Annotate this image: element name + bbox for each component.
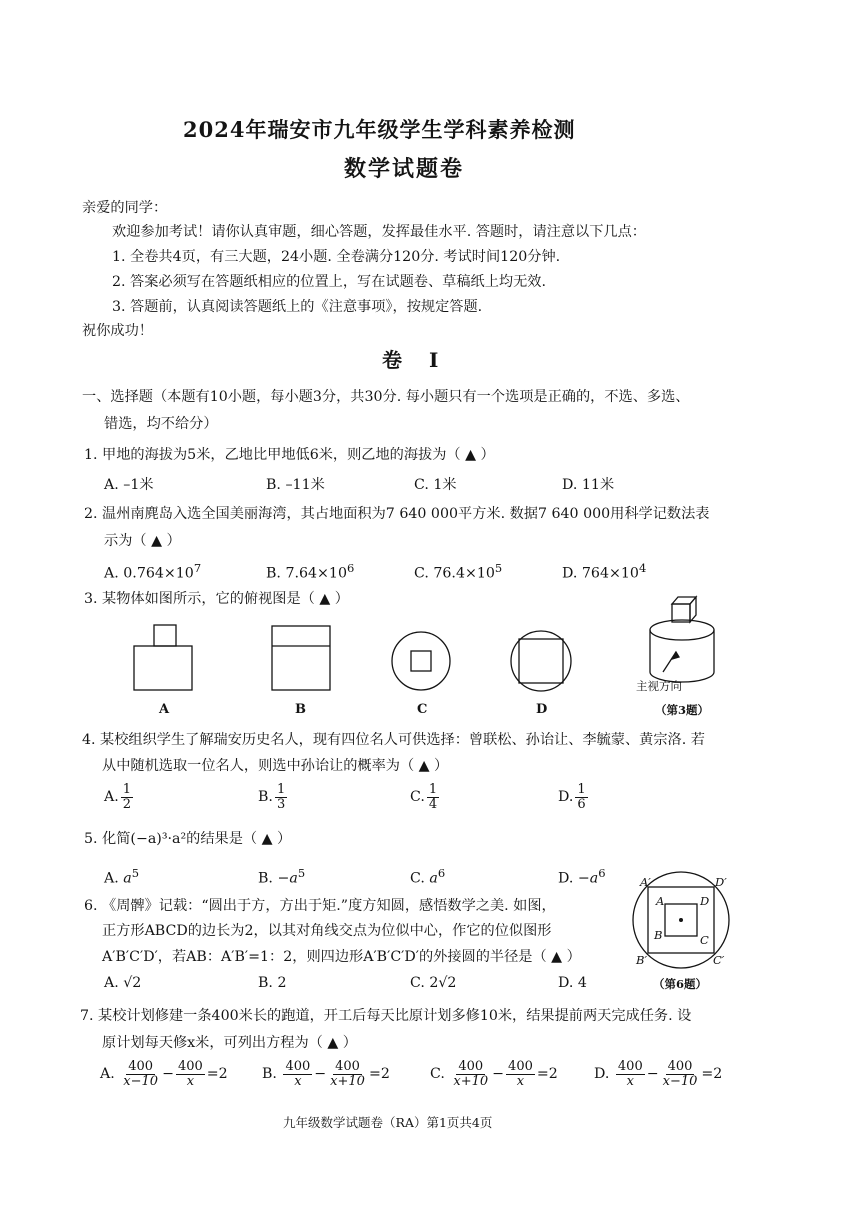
- page-footer: 九年级数学试题卷（RA）第1页共4页: [283, 1115, 493, 1130]
- q3-label-a: A: [159, 702, 170, 717]
- q3-direction-label: 主视方向: [636, 679, 682, 693]
- q4-option-d: D. $\frac{1}{6}$: [558, 782, 586, 812]
- q7-option-c: C. $\frac{400}{x+10}$ − $\frac{400}{x}$ =2: [430, 1059, 558, 1089]
- question-7-line-2: 原计划每天修x米，可列出方程为（ ▲ ）: [102, 1035, 357, 1051]
- question-6-line-1: 6. 《周髀》记载：“圆出于方，方出于矩.”度方知圆，感悟数学之美. 如图，: [84, 898, 556, 914]
- q1-option-d: D. 11米: [562, 477, 615, 493]
- q7-option-d: D. $\frac{400}{x}$ − $\frac{400}{x-10}$ =2: [594, 1059, 723, 1089]
- q6-point-d: D: [700, 894, 710, 908]
- q2-option-c: C. $76.4\times 10^5$: [414, 561, 503, 582]
- q6-point-d-prime: D′: [715, 875, 727, 889]
- q4-option-c: C. $\frac{1}{4}$: [410, 782, 438, 812]
- q3-label-d: D: [536, 702, 548, 717]
- question-2-line-1: 2. 温州南麂岛入选全国美丽海湾，其占地面积为7 640 000平方米. 数据7 640 000用科学记数法表: [84, 506, 710, 522]
- section-line-1: 一、选择题（本题有10小题，每小题3分，共30分. 每小题只有一个选项是正确的，不选、多选、: [82, 389, 690, 405]
- note-3: 3. 答题前，认真阅读答题纸上的《注意事项》，按规定答题.: [112, 299, 483, 315]
- q3-caption: （第3题）: [655, 703, 710, 717]
- page-title: 2024年瑞安市九年级学生学科素养检测: [183, 117, 576, 142]
- q6-option-a: A. √2: [104, 975, 142, 991]
- closing: 祝你成功！: [82, 323, 153, 339]
- question-6-line-2: 正方形ABCD的边长为2，以其对角线交点为位似中心，作它的位似图形: [102, 923, 552, 939]
- q7-option-b: B. $\frac{400}{x}$ − $\frac{400}{x+10}$ =2: [262, 1059, 390, 1089]
- q3-label-c: C: [417, 702, 428, 717]
- q6-point-a-prime: A′: [640, 875, 651, 889]
- q6-center-point: [679, 918, 683, 922]
- q6-point-c: C: [700, 933, 709, 947]
- question-4-line-1: 4. 某校组织学生了解瑞安历史名人，现有四位名人可供选择：曾联松、孙诒让、李毓蒙、黄宗洛. 若: [82, 732, 705, 748]
- q6-option-d: D. 4: [558, 975, 587, 991]
- q6-point-a: A: [656, 894, 665, 908]
- welcome-text: 欢迎参加考试！请你认真审题，细心答题，发挥最佳水平. 答题时，请注意以下几点：: [112, 224, 646, 240]
- note-2: 2. 答案必须写在答题纸相应的位置上，写在试题卷、草稿纸上均无效.: [112, 274, 546, 290]
- volume-heading: 卷 Ⅰ: [382, 348, 449, 372]
- q7-option-a: A. $\frac{400}{x-10}$ − $\frac{400}{x}$ =2: [100, 1059, 228, 1089]
- q6-option-c: C. 2√2: [410, 975, 457, 991]
- q2-option-b: B. $7.64\times 10^6$: [266, 561, 355, 582]
- q4-option-a: A. $\frac{1}{2}$: [104, 782, 132, 812]
- q6-caption: （第6题）: [653, 977, 708, 991]
- q1-option-a: A. –1米: [104, 477, 154, 493]
- q1-option-c: C. 1米: [414, 477, 457, 493]
- note-1: 1. 全卷共4页，有三大题，24小题. 全卷满分120分. 考试时间120分钟.: [112, 249, 561, 265]
- q5-option-c: C. $a^6$: [410, 866, 446, 887]
- q5-option-d: D. $-a^6$: [558, 866, 606, 887]
- q1-option-b: B. –11米: [266, 477, 325, 493]
- q2-option-d: D. $764\times 10^4$: [562, 561, 647, 582]
- page-subtitle: 数学试题卷: [344, 156, 465, 182]
- question-5: 5. 化简(−a)³·a²的结果是（ ▲ ）: [84, 831, 292, 847]
- question-2-line-2: 示为（ ▲ ）: [104, 533, 181, 549]
- section-line-2: 错选，均不给分）: [104, 416, 218, 432]
- q6-point-b-prime: B′: [636, 953, 648, 967]
- q3-label-b: B: [295, 702, 306, 717]
- question-1: 1. 甲地的海拔为5米，乙地比甲地低6米，则乙地的海拔为（ ▲ ）: [84, 447, 495, 463]
- q5-option-b: B. $-a^5$: [258, 866, 306, 887]
- q6-point-c-prime: C′: [713, 953, 725, 967]
- question-3: 3. 某物体如图所示，它的俯视图是（ ▲ ）: [84, 591, 349, 607]
- question-7-line-1: 7. 某校计划修建一条400米长的跑道，开工后每天比原计划多修10米，结果提前两天完成任务. 设: [80, 1008, 692, 1024]
- q4-option-b: B. $\frac{1}{3}$: [258, 782, 286, 812]
- q6-point-b: B: [654, 928, 663, 942]
- q2-option-a: A. $0.764\times 10^7$: [104, 561, 202, 582]
- question-6-line-3: A′B′C′D′，若AB：A′B′=1：2，则四边形A′B′C′D′的外接圆的半径是（ ▲ ）: [102, 949, 581, 965]
- greeting: 亲爱的同学：: [82, 200, 168, 216]
- question-4-line-2: 从中随机选取一位名人，则选中孙诒让的概率为（ ▲ ）: [102, 758, 449, 774]
- q6-option-b: B. 2: [258, 975, 287, 991]
- q5-option-a: A. $a^5$: [104, 866, 140, 887]
